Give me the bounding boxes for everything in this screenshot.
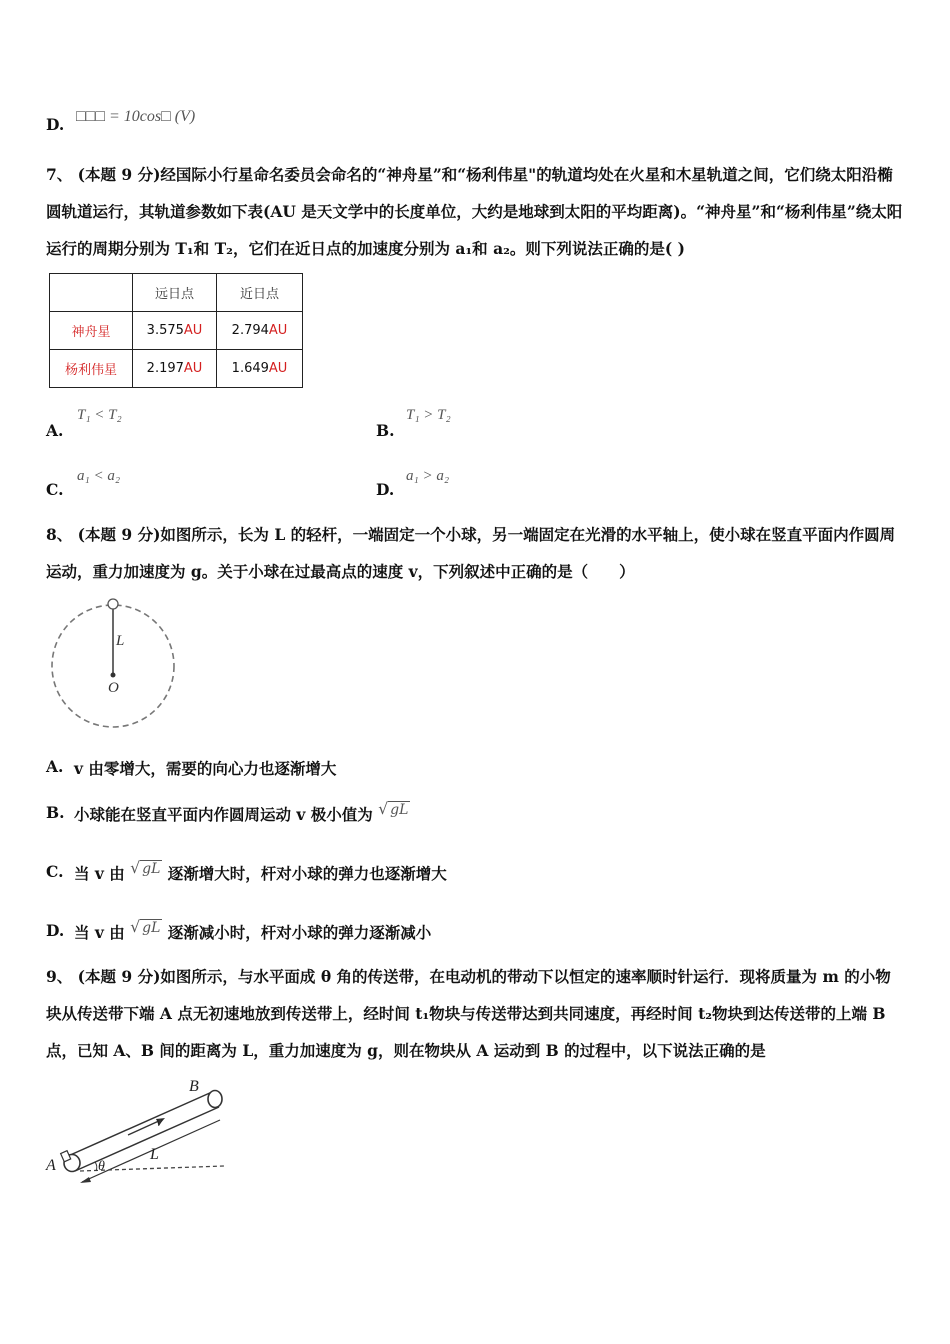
velocity-label: v xyxy=(156,1114,163,1130)
prev-option-d-letter: D. xyxy=(46,115,65,134)
conveyor-belt-figure xyxy=(44,1074,229,1192)
point-b-label: B xyxy=(189,1078,199,1095)
table-cell-value xyxy=(133,312,217,350)
q7-option-a-formula: T₁ < T₂ xyxy=(77,407,122,423)
circle-rod-figure xyxy=(46,596,181,736)
value-unit: AU xyxy=(268,323,288,338)
table-cell-value xyxy=(217,350,303,388)
value-number: 2.794 xyxy=(231,323,269,338)
q8-option-b-text xyxy=(74,800,410,825)
table-header-cell xyxy=(50,274,133,312)
table-cell-value xyxy=(133,350,217,388)
q8-option-d-pre: 当 v 由 xyxy=(74,923,125,942)
q7-option-b-formula: T₁ > T₂ xyxy=(406,407,451,423)
orbit-parameter-table xyxy=(49,273,303,388)
table-row xyxy=(50,274,303,312)
table-row xyxy=(50,312,303,350)
sqrt-symbol: √ gL xyxy=(130,918,161,936)
q8-option-c-letter: C. xyxy=(46,862,64,881)
q8-option-c-text xyxy=(74,859,447,884)
q7-option-c-formula: a₁ < a₂ xyxy=(77,468,121,484)
table-header-cell: 远日点 xyxy=(133,274,217,312)
sqrt-symbol: √ gL xyxy=(378,800,409,818)
angle-arc xyxy=(95,1162,97,1171)
q7-option-b-letter: B. xyxy=(376,421,395,440)
prev-option-d-formula: □□□ = 10cos□ (V) xyxy=(76,108,196,125)
q8-option-b-label: 小球能在竖直平面内作圆周运动 v 极小值为 xyxy=(74,805,373,824)
block xyxy=(61,1151,71,1162)
value-unit: AU xyxy=(183,323,203,338)
q8-option-b-letter: B. xyxy=(46,803,65,822)
q7-option-d-letter: D. xyxy=(376,480,395,499)
q8-option-d-post: 逐渐减小时，杆对小球的弹力逐渐减小 xyxy=(167,923,432,942)
belt-top xyxy=(68,1092,212,1156)
q8-option-c-post: 逐渐增大时，杆对小球的弹力也逐渐增大 xyxy=(167,864,447,883)
table-cell-value xyxy=(217,312,303,350)
radicand: gL xyxy=(142,861,161,877)
value-number: 3.575 xyxy=(146,323,184,338)
table-header-cell: 近日点 xyxy=(217,274,303,312)
q7-option-d-formula: a₁ > a₂ xyxy=(406,468,450,484)
value-number: 2.197 xyxy=(146,361,184,376)
radicand: gL xyxy=(142,920,161,936)
question-9-text: 9、 (本题 9 分)如图所示，与水平面成 θ 角的传送带，在电动机的带动下以恒定的速率顺时针运行．现将质量为 m 的小物块从传送带下端 A 点无初速地放到传送带上，经时间 t₁物块与传送带达到共同速度，再经时间 t₂物块到达传送带的上端 B 点，已知 A、B 间的距离为 L，重力加速度为 g，则在物块从 A 运动到 B 的过程中，以下说法正确的是 xyxy=(46,967,891,1060)
table-row xyxy=(50,350,303,388)
value-unit: AU xyxy=(268,361,288,376)
theta-label: θ xyxy=(98,1159,105,1174)
belt-bottom xyxy=(75,1107,219,1171)
value-number: 1.649 xyxy=(231,361,269,376)
q8-option-d-text xyxy=(74,918,432,943)
rod-length-label: L xyxy=(116,633,125,649)
sqrt-symbol: √ gL xyxy=(130,859,161,877)
q8-option-a-text: v 由零增大，需要的向心力也逐渐增大 xyxy=(74,759,337,778)
table-cell-name: 神舟星 xyxy=(50,312,133,350)
ball xyxy=(108,599,118,609)
axis-point xyxy=(111,673,116,678)
radicand: gL xyxy=(390,802,409,818)
q7-option-a-letter: A. xyxy=(46,421,64,440)
question-7-text: 7、 (本题 9 分)经国际小行星命名委员会命名的“神舟星”和“杨利伟星"的轨道均处在火星和木星轨道之间，它们绕太阳沿椭圆轨道运行，其轨道参数如下表(AU 是天文学中的长度单位，大约是地球到太阳的平均距离)。“神舟星”和“杨利伟星”绕太阳运行的周期分别为 T₁和 T₂，它们在近日点的加速度分别为 a₁和 a₂。则下列说法正确的是( ) xyxy=(46,165,903,258)
q8-option-a-letter: A. xyxy=(46,757,64,776)
distance-arrowhead-a xyxy=(80,1177,91,1183)
pulley-b xyxy=(208,1091,222,1108)
point-a-label: A xyxy=(46,1157,56,1174)
question-8-text: 8、 (本题 9 分)如图所示，长为 L 的轻杆，一端固定一个小球，另一端固定在光滑的水平轴上，使小球在竖直平面内作圆周运动，重力加速度为 g。关于小球在过最高点的速度 v，下列叙述中正确的是（ ） xyxy=(46,525,896,581)
q8-option-c-pre: 当 v 由 xyxy=(74,864,125,883)
table-cell-name: 杨利伟星 xyxy=(50,350,133,388)
length-label: L xyxy=(150,1146,159,1163)
center-label: O xyxy=(108,680,119,696)
q8-option-d-letter: D. xyxy=(46,921,65,940)
q7-option-c-letter: C. xyxy=(46,480,64,499)
value-unit: AU xyxy=(183,361,203,376)
